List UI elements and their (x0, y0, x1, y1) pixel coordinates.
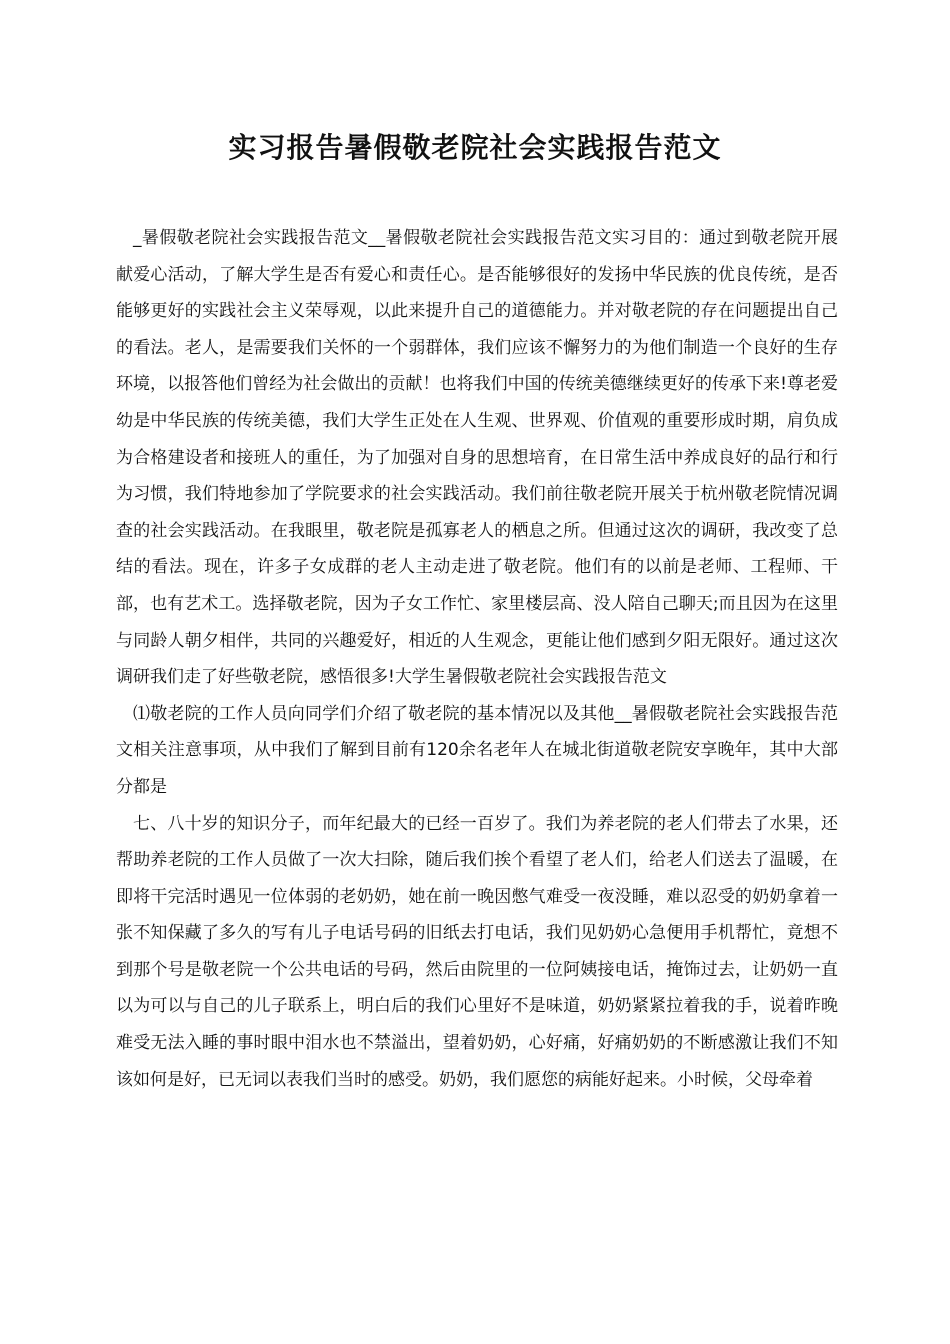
document-title: 实习报告暑假敬老院社会实践报告范文 (228, 131, 722, 164)
paragraph-3: 七、八十岁的知识分子，而年纪最大的已经一百岁了。我们为养老院的老人们带去了水果，还帮助养老院的工作人员做了一次大扫除，随后我们挨个看望了老人们，给老人们送去了温暖，在即将干完活时遇见一位体弱的老奶奶，她在前一晚因憋气难受一夜没睡，难以忍受的奶奶拿着一张不知保藏了多久的写有儿子电话号码的旧纸去打电话，我们见奶奶心急便用手机帮忙，竟想不到那个号是敬老院一个公共电话的号码，然后由院里的一位阿姨接电话，掩饰过去，让奶奶一直以为可以与自己的儿子联系上，明白后的我们心里好不是味道，奶奶紧紧拉着我的手，说着昨晚难受无法入睡的事时眼中泪水也不禁溢出，望着奶奶，心好痛，好痛奶奶的不断感激让我们不知该如何是好，已无词以表我们当时的感受。奶奶，我们愿您的病能好起来。小时候，父母牵着 (116, 813, 838, 1090)
paragraph-1: _暑假敬老院社会实践报告范文__暑假敬老院社会实践报告范文实习目的：通过到敬老院开展献爱心活动，了解大学生是否有爱心和责任心。是否能够很好的发扬中华民族的优良传统，是否能够更好的实践社会主义荣辱观，以此来提升自己的道德能力。并对敬老院的存在问题提出自己的看法。老人，是需要我们关怀的一个弱群体，我们应该不懈努力的为他们制造一个良好的生存环境，以报答他们曾经为社会做出的贡献！也将我们中国的传统美德继续更好的传承下来!尊老爱幼是中华民族的传统美德，我们大学生正处在人生观、世界观、价值观的重要形成时期，肩负成为合格建设者和接班人的重任，为了加强对自身的思想培育，在日常生活中养成良好的品行和行为习惯，我们特地参加了学院要求的社会实践活动。我们前往敬老院开展关于杭州敬老院情况调查的社会实践活动。在我眼里，敬老院是孤寡老人的栖息之所。但通过这次的调研，我改变了总结的看法。现在，许多子女成群的老人主动走进了敬老院。他们有的以前是老师、工程师、干部，也有艺术工。选择敬老院，因为子女工作忙、家里楼层高、没人陪自己聊天;而且因为在这里与同龄人朝夕相伴，共同的兴趣爱好，相近的人生观念，更能让他们感到夕阳无限好。通过这次调研我们走了好些敬老院，感悟很多!大学生暑假敬老院社会实践报告范文 (116, 228, 838, 688)
document-body (116, 220, 838, 1098)
paragraph-2: ⑴敬老院的工作人员向同学们介绍了敬老院的基本情况以及其他__暑假敬老院社会实践报告范文相关注意事项，从中我们了解到目前有120余名老年人在城北街道敬老院安享晚年，其中大部分都是 (116, 703, 838, 797)
